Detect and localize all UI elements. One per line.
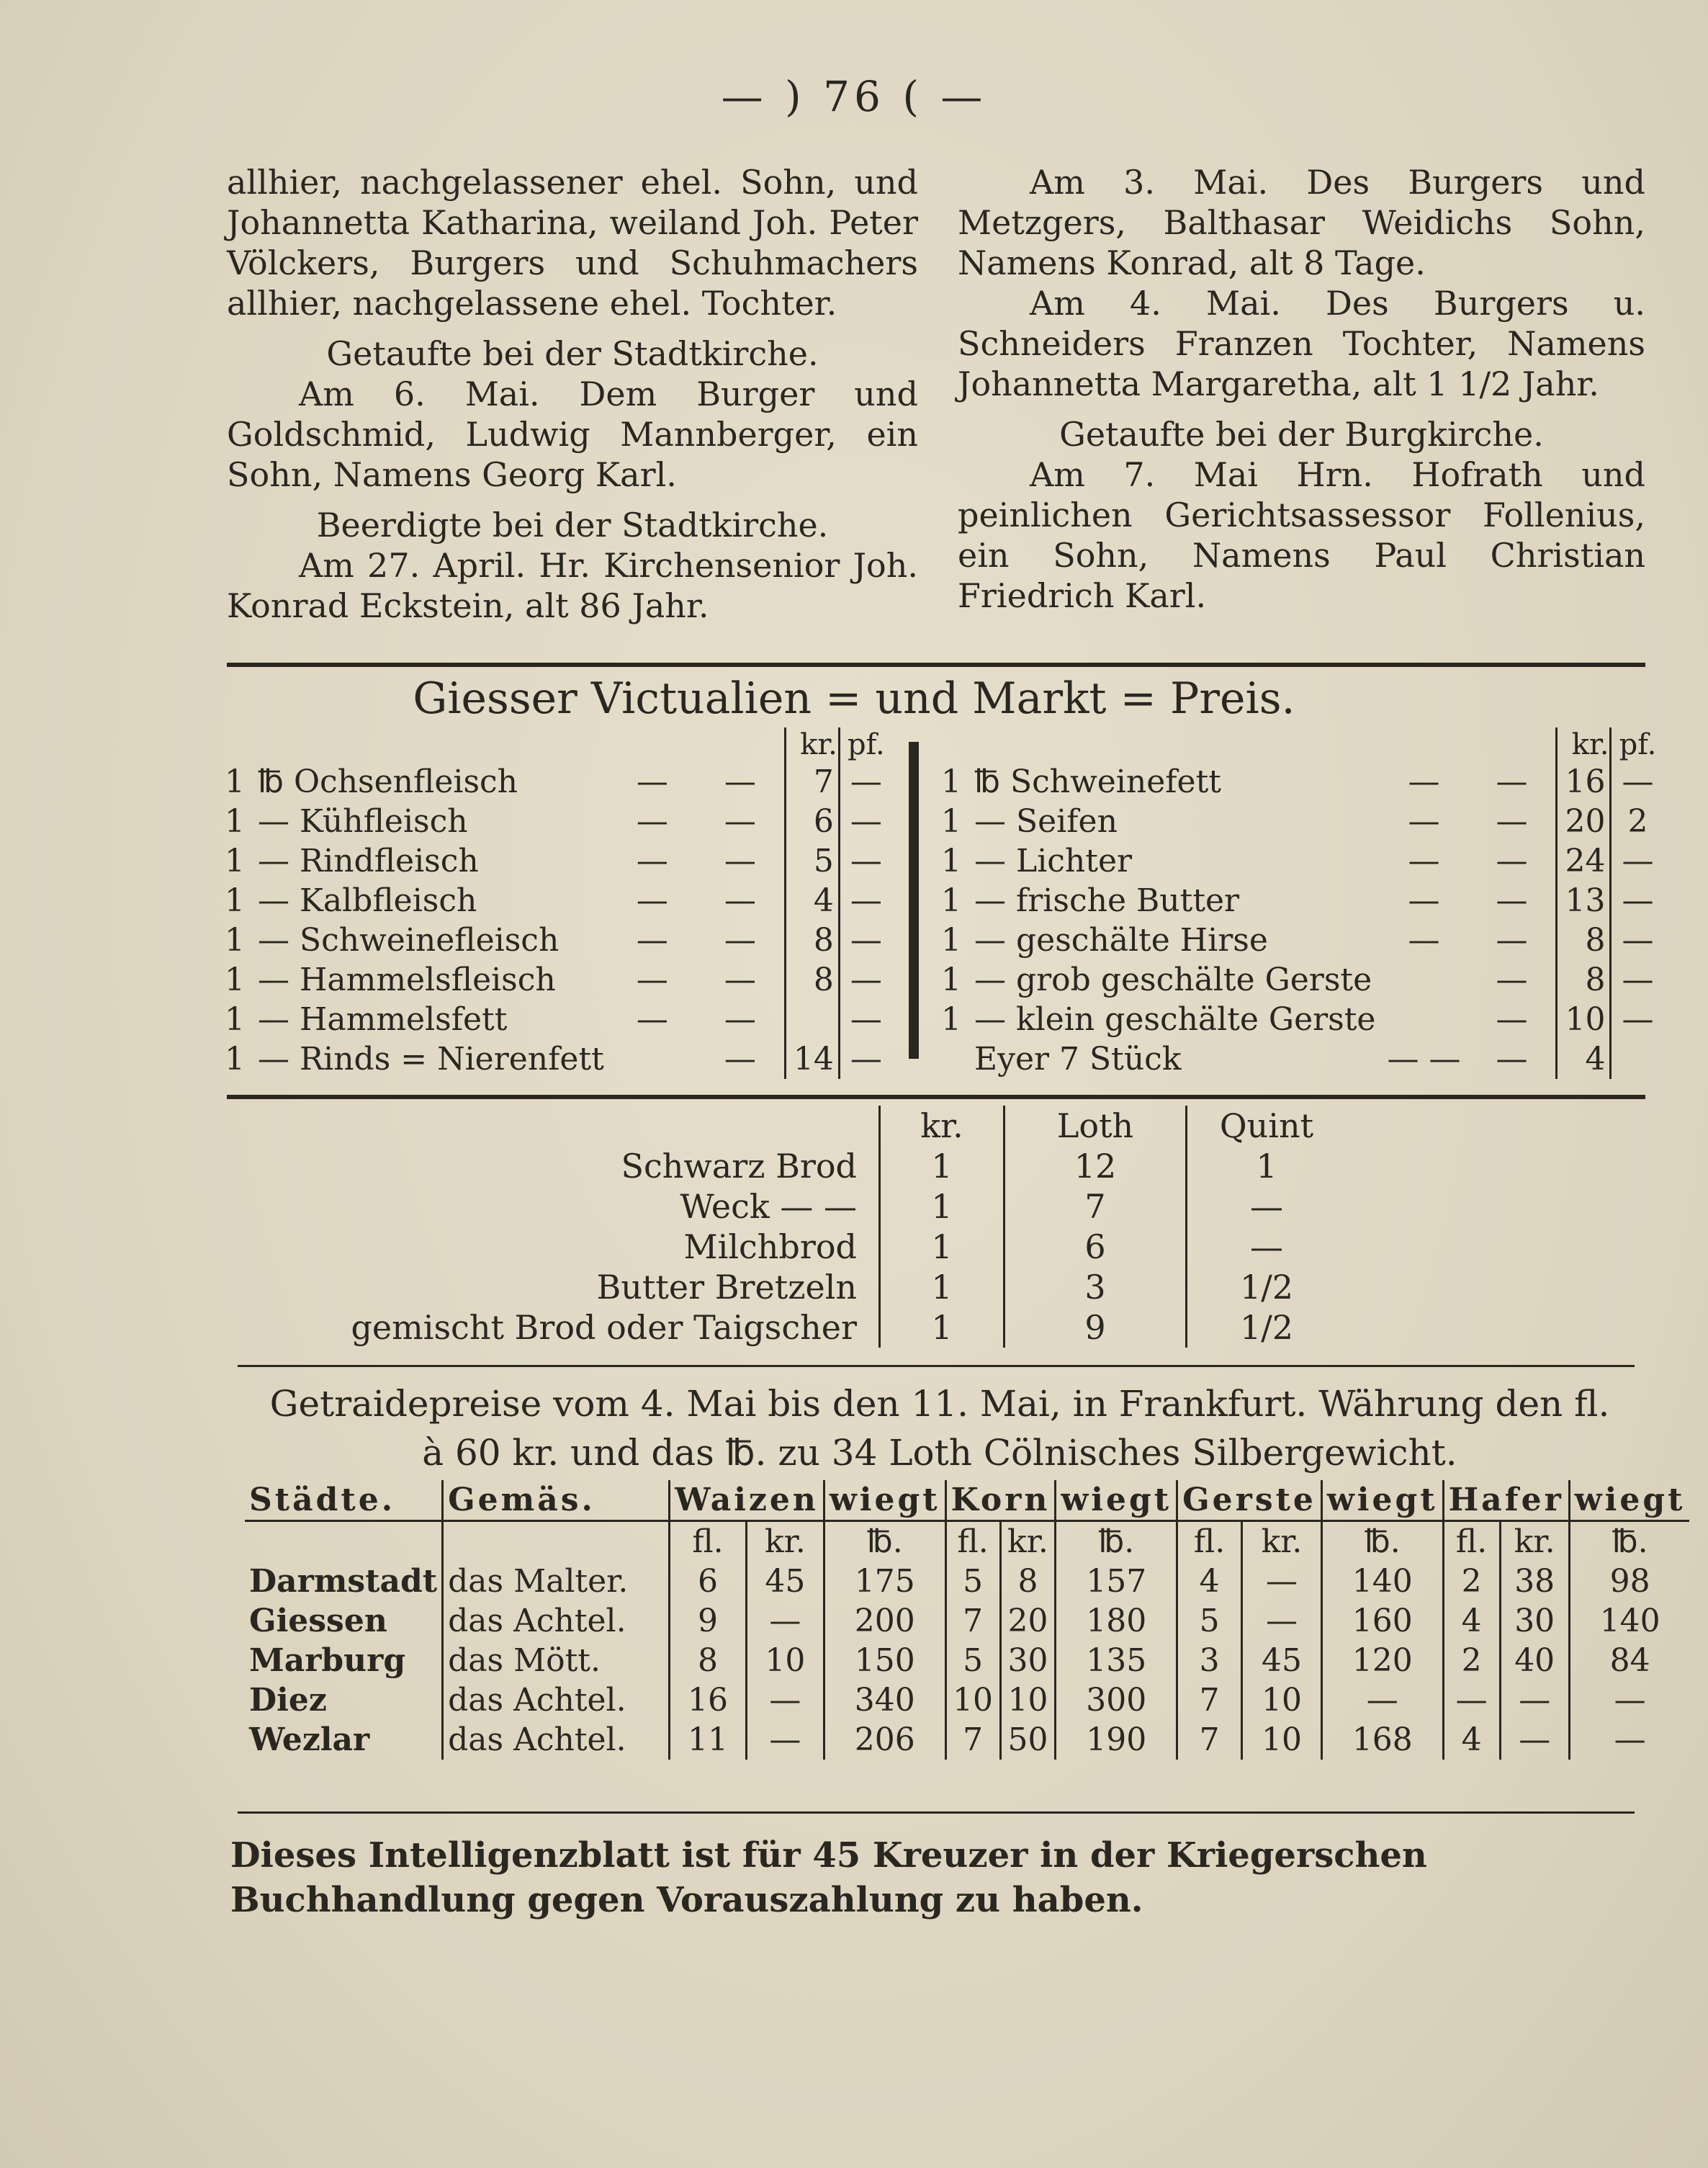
bread-row [274, 1227, 1346, 1267]
price-pf: — [839, 881, 892, 920]
grain-value: 50 [1000, 1720, 1056, 1760]
market-row [932, 1000, 1663, 1039]
price-pf: — [839, 762, 892, 802]
wiegt-header: wiegt [824, 1480, 945, 1521]
price-kr [785, 1000, 839, 1039]
market-item: — Hammelsfett [258, 1001, 508, 1038]
market-row [932, 762, 1663, 802]
grain-value: 200 [824, 1601, 945, 1641]
bread-loth: 6 [1004, 1227, 1187, 1267]
price-pf: — [839, 841, 892, 881]
price-pf: — [839, 960, 892, 1000]
grain-value: 150 [824, 1641, 945, 1680]
section-rule [238, 1365, 1635, 1367]
grain-value: 98 [1569, 1562, 1689, 1601]
dash: — [1496, 882, 1528, 919]
market-item: ℔ Schweinefett [974, 763, 1221, 800]
grain-value: — [1242, 1562, 1322, 1601]
dash: — [1496, 803, 1528, 840]
left-paragraph-1: allhier, nachgelassener ehel. Sohn, und Johannetta Katharina, weiland Joh. Peter Völckers, Burgers und Schuhmachers allhier, nachgelassene ehel. Tochter. [227, 163, 918, 323]
dash [1380, 1000, 1467, 1039]
market-item: — grob geschälte Gerste [974, 962, 1372, 998]
grain-value: 45 [746, 1562, 824, 1601]
waizen-header: Waizen [670, 1480, 824, 1521]
grain-value: 40 [1500, 1641, 1569, 1680]
grain-value: 6 [670, 1562, 747, 1601]
footer-notice: Dieses Intelligenzblatt ist für 45 Kreuzer in der Kriegerschen Buchhandlung gegen Vorauszahlung zu haben. [230, 1835, 1427, 1920]
grain-value: 300 [1056, 1680, 1177, 1720]
grain-value: 160 [1321, 1601, 1443, 1641]
right-heading-1: Getaufte bei der Burgkirche. [1059, 415, 1544, 454]
column-divider [909, 742, 919, 1059]
market-row [932, 920, 1663, 960]
price-kr: 20 [1557, 802, 1611, 841]
market-item: Eyer 7 Stück [974, 1041, 1182, 1078]
section-rule [238, 1811, 1635, 1814]
grain-value: 30 [1000, 1641, 1056, 1680]
measure: das Achtel. [443, 1720, 670, 1760]
market-row [216, 1039, 892, 1079]
pf-header: pf. [1611, 727, 1664, 762]
dash: — [724, 763, 756, 800]
market-item: — frische Butter [974, 882, 1240, 919]
market-row [216, 881, 892, 920]
grain-value: 8 [1000, 1562, 1056, 1601]
grain-value: — [746, 1720, 824, 1760]
market-row [932, 802, 1663, 841]
grain-value: 175 [824, 1562, 945, 1601]
grain-value: 7 [945, 1720, 1000, 1760]
right-paragraph-3: Am 7. Mai Hrn. Hofrath und peinlichen Gerichtsassessor Follenius, ein Sohn, Namens Paul Christian Friedrich Karl. [958, 455, 1645, 615]
quantity: 1 [225, 763, 245, 800]
market-item: — Hammelsfleisch [258, 962, 556, 998]
grain-value: 135 [1056, 1641, 1177, 1680]
dash: — [724, 962, 756, 998]
dash: — [724, 843, 756, 879]
market-row [216, 960, 892, 1000]
measure: das Malter. [443, 1562, 670, 1601]
bread-kr: 1 [880, 1186, 1004, 1227]
city-name: Wezlar [249, 1721, 370, 1758]
wiegt-header: wiegt [1056, 1480, 1177, 1521]
price-kr: 10 [1557, 1000, 1611, 1039]
quantity: 1 [225, 962, 245, 998]
lb-header: ℔. [824, 1521, 945, 1562]
bread-loth: 3 [1004, 1267, 1187, 1307]
dash: — [724, 1001, 756, 1038]
kr-header: kr. [785, 727, 839, 762]
grain-value: 4 [1443, 1601, 1500, 1641]
dash: — [724, 1041, 756, 1078]
grain-value: — [1321, 1680, 1443, 1720]
kr-header: kr. [1557, 727, 1611, 762]
bread-kr: 1 [880, 1146, 1004, 1186]
grain-value: 8 [670, 1641, 747, 1680]
dash [608, 1039, 696, 1079]
dash: — [636, 882, 668, 919]
city-name: Marburg [249, 1642, 406, 1679]
price-kr: 24 [1557, 841, 1611, 881]
bread-kr: 1 [880, 1227, 1004, 1267]
market-row [216, 762, 892, 802]
grain-value: 7 [1177, 1720, 1242, 1760]
price-kr: 5 [785, 841, 839, 881]
grain-value: 10 [1000, 1680, 1056, 1720]
market-table-left [216, 727, 892, 1079]
left-column [227, 162, 918, 626]
section-rule [227, 663, 1645, 667]
grain-value: 38 [1500, 1562, 1569, 1601]
market-item: — Kühfleisch [258, 803, 468, 840]
bread-loth: 9 [1004, 1307, 1187, 1348]
left-paragraph-2: Am 6. Mai. Dem Burger und Goldschmid, Ludwig Mannberger, ein Sohn, Namens Georg Karl. [227, 375, 918, 494]
market-item: — geschälte Hirse [974, 922, 1268, 959]
price-pf: — [1611, 920, 1664, 960]
measure: das Achtel. [443, 1680, 670, 1720]
measure: das Achtel. [443, 1601, 670, 1641]
lb-header: ℔. [1569, 1521, 1689, 1562]
bread-row [274, 1267, 1346, 1307]
grain-value: — [1569, 1720, 1689, 1760]
quantity: 1 [225, 882, 245, 919]
bread-kr-header: kr. [880, 1106, 1004, 1146]
price-kr: 6 [785, 802, 839, 841]
price-kr: 14 [785, 1039, 839, 1079]
dash: — [1408, 843, 1440, 879]
price-pf: 2 [1611, 802, 1664, 841]
dash: — [636, 1001, 668, 1038]
bread-item: Weck — — [680, 1187, 857, 1226]
bread-loth: 12 [1004, 1146, 1187, 1186]
hafer-header: Hafer [1443, 1480, 1569, 1521]
quantity: 1 [225, 922, 245, 959]
market-row [216, 802, 892, 841]
quantity [932, 1039, 970, 1079]
price-kr: 8 [785, 960, 839, 1000]
quantity: 1 [225, 843, 245, 879]
dash: — [1408, 763, 1440, 800]
quantity: 1 [225, 1001, 245, 1038]
dash: — [1496, 922, 1528, 959]
grain-value: 5 [945, 1641, 1000, 1680]
grain-value: 10 [1242, 1680, 1322, 1720]
bread-item: Milchbrod [683, 1227, 857, 1266]
dash: — [1496, 1041, 1528, 1078]
grain-value: 4 [1443, 1720, 1500, 1760]
grain-value: 190 [1056, 1720, 1177, 1760]
left-heading-1: Getaufte bei der Stadtkirche. [326, 334, 819, 373]
dash: — [636, 922, 668, 959]
grain-price-table [245, 1480, 1689, 1760]
staedte-header: Städte. [245, 1480, 443, 1521]
dash: — [636, 962, 668, 998]
city-name: Darmstadt [249, 1563, 438, 1600]
dash: — [636, 803, 668, 840]
gerste-header: Gerste [1177, 1480, 1322, 1521]
grain-value: 20 [1000, 1601, 1056, 1641]
price-pf: — [1611, 881, 1664, 920]
market-item: — Rinds = Nierenfett [258, 1041, 604, 1078]
city-name: Diez [249, 1682, 327, 1719]
dash: — [1496, 843, 1528, 879]
market-table-right [932, 727, 1663, 1079]
grain-row [245, 1641, 1689, 1680]
market-row [216, 920, 892, 960]
dash: — [1408, 882, 1440, 919]
grain-value: — [1500, 1680, 1569, 1720]
market-row [932, 960, 1663, 1000]
kr-header: kr. [1500, 1521, 1569, 1562]
bread-table [274, 1106, 1346, 1348]
price-kr: 4 [1557, 1039, 1611, 1079]
section-rule [227, 1095, 1645, 1099]
bread-quint: 1/2 [1187, 1307, 1347, 1348]
bread-kr: 1 [880, 1307, 1004, 1348]
grain-value: 11 [670, 1720, 747, 1760]
price-pf: — [1611, 841, 1664, 881]
grain-value: 7 [945, 1601, 1000, 1641]
bread-kr: 1 [880, 1267, 1004, 1307]
dash: — [1408, 803, 1440, 840]
price-pf: — [839, 1000, 892, 1039]
price-kr: 4 [785, 881, 839, 920]
market-price-title: Giesser Victualien = und Markt = Preis. [413, 673, 1295, 724]
market-row [932, 881, 1663, 920]
grain-value: 157 [1056, 1562, 1177, 1601]
dash: — [724, 922, 756, 959]
market-item: — Seifen [974, 803, 1118, 840]
bread-loth-header: Loth [1004, 1106, 1187, 1146]
fl-header: fl. [670, 1521, 747, 1562]
grain-value: — [1242, 1601, 1322, 1641]
dash: — [636, 763, 668, 800]
market-item: — Kalbfleisch [258, 882, 477, 919]
market-row [216, 1000, 892, 1039]
grain-value: 2 [1443, 1562, 1500, 1601]
dash: — [724, 882, 756, 919]
quantity: 1 [941, 843, 961, 879]
price-pf: — [839, 802, 892, 841]
quantity: 1 [941, 803, 961, 840]
lb-header: ℔. [1321, 1521, 1443, 1562]
bread-quint: — [1187, 1227, 1347, 1267]
grain-value: 168 [1321, 1720, 1443, 1760]
market-row [216, 841, 892, 881]
right-paragraph-2: Am 4. Mai. Des Burgers u. Schneiders Franzen Tochter, Namens Johannetta Margaretha, alt 1 1/2 Jahr. [958, 284, 1645, 403]
grain-value: 10 [746, 1641, 824, 1680]
quantity: 1 [941, 1001, 961, 1038]
lb-header: ℔. [1056, 1521, 1177, 1562]
grain-value: — [746, 1680, 824, 1720]
kr-header: kr. [746, 1521, 824, 1562]
price-kr: 8 [785, 920, 839, 960]
quantity: 1 [225, 1041, 245, 1078]
wiegt-header: wiegt [1321, 1480, 1443, 1521]
price-kr: 7 [785, 762, 839, 802]
left-heading-2: Beerdigte bei der Stadtkirche. [316, 506, 829, 545]
grain-value: 120 [1321, 1641, 1443, 1680]
dash: — — [1387, 1041, 1461, 1078]
grain-value: — [1500, 1720, 1569, 1760]
grain-value: 45 [1242, 1641, 1322, 1680]
market-row [932, 1039, 1663, 1079]
grain-price-title: Getraidepreise vom 4. Mai bis den 11. Mai, in Frankfurt. Währung den fl. à 60 kr. und das ℔. zu 34 Loth Cölnisches Silbergewicht. [269, 1383, 1610, 1474]
grain-value: 5 [945, 1562, 1000, 1601]
grain-value: 16 [670, 1680, 747, 1720]
grain-value: 180 [1056, 1601, 1177, 1641]
fl-header: fl. [1443, 1521, 1500, 1562]
price-pf: — [1611, 960, 1664, 1000]
right-paragraph-1: Am 3. Mai. Des Burgers und Metzgers, Balthasar Weidichs Sohn, Namens Konrad, alt 8 Tage. [958, 163, 1645, 282]
grain-value: 140 [1321, 1562, 1443, 1601]
dash: — [1408, 922, 1440, 959]
market-item: — klein geschälte Gerste [974, 1001, 1376, 1038]
market-row [932, 841, 1663, 881]
bread-row [274, 1146, 1346, 1186]
dash: — [1496, 1001, 1528, 1038]
grain-value: 84 [1569, 1641, 1689, 1680]
dash: — [1496, 962, 1528, 998]
market-item: ℔ Ochsenfleisch [258, 763, 518, 800]
grain-row [245, 1562, 1689, 1601]
bread-row [274, 1307, 1346, 1348]
grain-value: 340 [824, 1680, 945, 1720]
market-item: — Schweinefleisch [258, 922, 559, 959]
bread-row [274, 1186, 1346, 1227]
price-pf: — [839, 920, 892, 960]
grain-row [245, 1720, 1689, 1760]
kr-header: kr. [1000, 1521, 1056, 1562]
grain-row [245, 1601, 1689, 1641]
bread-item: gemischt Brod oder Taigscher [351, 1308, 857, 1347]
grain-value: 30 [1500, 1601, 1569, 1641]
bread-loth: 7 [1004, 1186, 1187, 1227]
wiegt-header: wiegt [1569, 1480, 1689, 1521]
dash: — [636, 843, 668, 879]
gemaess-header: Gemäs. [443, 1480, 670, 1521]
left-paragraph-3: Am 27. April. Hr. Kirchensenior Joh. Konrad Eckstein, alt 86 Jahr. [227, 546, 918, 625]
pf-header: pf. [839, 727, 892, 762]
quantity: 1 [941, 962, 961, 998]
quantity: 1 [941, 922, 961, 959]
kr-header: kr. [1242, 1521, 1322, 1562]
grain-value: — [1443, 1680, 1500, 1720]
dash: — [724, 803, 756, 840]
dash [1380, 960, 1467, 1000]
quantity: 1 [225, 803, 245, 840]
grain-value: 10 [1242, 1720, 1322, 1760]
bread-item: Schwarz Brod [621, 1147, 857, 1186]
bread-quint-header: Quint [1187, 1106, 1347, 1146]
fl-header: fl. [945, 1521, 1000, 1562]
grain-value: 2 [1443, 1641, 1500, 1680]
grain-row [245, 1680, 1689, 1720]
bread-quint: 1/2 [1187, 1267, 1347, 1307]
grain-value: — [746, 1601, 824, 1641]
city-name: Giessen [249, 1603, 387, 1639]
bread-item: Butter Bretzeln [596, 1268, 857, 1307]
page-number: — ) 76 ( — [721, 72, 987, 121]
price-kr: 8 [1557, 920, 1611, 960]
grain-value: 9 [670, 1601, 747, 1641]
market-item: — Rindfleisch [258, 843, 479, 879]
grain-value: 7 [1177, 1680, 1242, 1720]
quantity: 1 [941, 882, 961, 919]
measure: das Mött. [443, 1641, 670, 1680]
price-pf: — [1611, 762, 1664, 802]
fl-header: fl. [1177, 1521, 1242, 1562]
grain-value: 206 [824, 1720, 945, 1760]
right-column [958, 162, 1645, 616]
grain-value: 10 [945, 1680, 1000, 1720]
price-kr: 16 [1557, 762, 1611, 802]
bread-quint: — [1187, 1186, 1347, 1227]
bread-quint: 1 [1187, 1146, 1347, 1186]
price-pf [1611, 1039, 1664, 1079]
market-item: — Lichter [974, 843, 1133, 879]
grain-value: 3 [1177, 1641, 1242, 1680]
price-pf: — [839, 1039, 892, 1079]
grain-value: 140 [1569, 1601, 1689, 1641]
grain-value: 4 [1177, 1562, 1242, 1601]
grain-value: — [1569, 1680, 1689, 1720]
price-kr: 8 [1557, 960, 1611, 1000]
price-pf: — [1611, 1000, 1664, 1039]
grain-value: 5 [1177, 1601, 1242, 1641]
dash: — [1496, 763, 1528, 800]
korn-header: Korn [945, 1480, 1056, 1521]
quantity: 1 [941, 763, 961, 800]
price-kr: 13 [1557, 881, 1611, 920]
